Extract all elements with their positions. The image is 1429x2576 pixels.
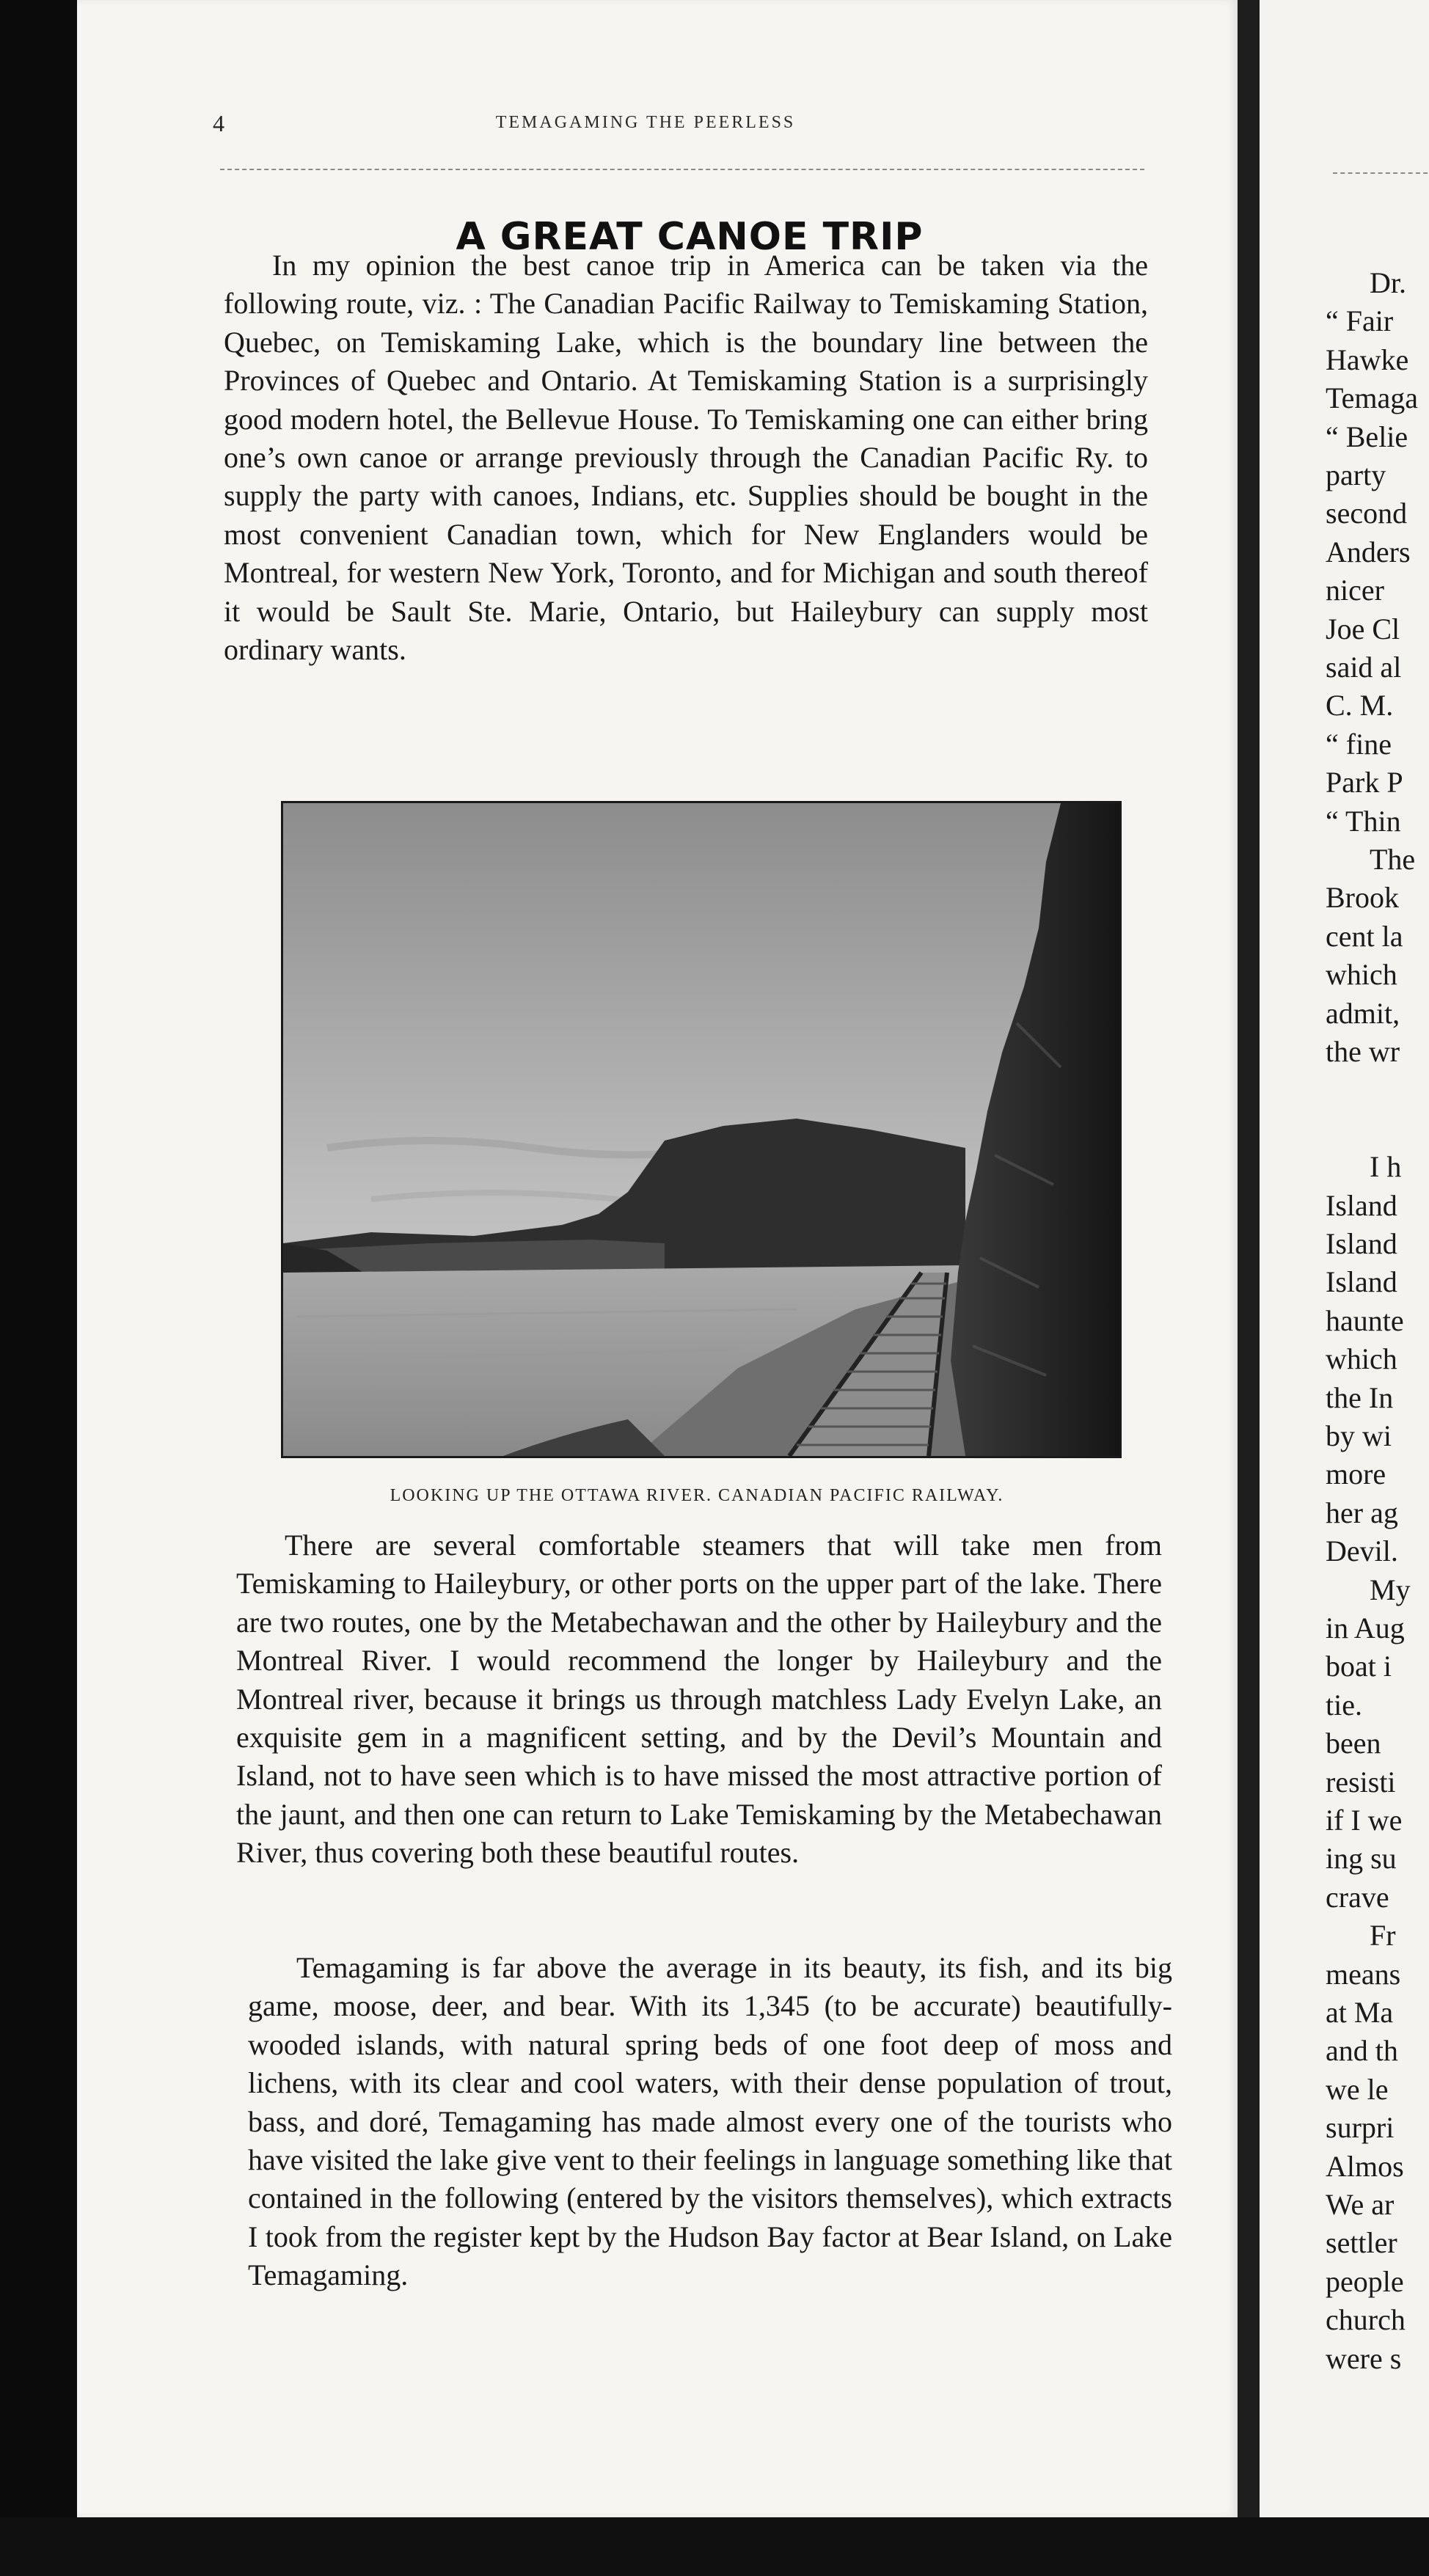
- right-page-line: Anders: [1326, 535, 1411, 568]
- right-page-line: “ Belie: [1326, 420, 1408, 453]
- right-page-line: her ag: [1326, 1496, 1398, 1529]
- article-title: A GREAT CANOE TRIP: [456, 214, 924, 259]
- paragraph-3: Temagaming is far above the average in its beauty, its fish, and its big game, moose, deer, and bear. With its 1,345 (to be accurate) beautifully-wooded islands, with natural spring beds of one foot deep of moss and lichens, with its clear and cool waters, with their dense population of trout, bass, and doré, Temagaming has made almost every one of the tourists who have visited the lake give vent to their feelings in language something like that contained in the following (entered by the visitors themselves), which extracts I took from the register kept by the Hudson Bay factor at Bear Island, on Lake Temagaming.: [248, 1951, 1172, 2292]
- right-page-line: means: [1326, 1957, 1401, 1991]
- right-page-line: settler: [1326, 2226, 1397, 2260]
- right-page-line: been: [1326, 1727, 1381, 1760]
- right-page-header-rule: [1333, 172, 1429, 174]
- right-page-line: Hawke: [1326, 343, 1409, 376]
- header-rule: [220, 169, 1144, 170]
- right-page-line: crave: [1326, 1880, 1389, 1914]
- right-page-line: Island: [1326, 1265, 1397, 1299]
- right-page-line: church: [1326, 2303, 1406, 2337]
- right-page-line: said al: [1326, 651, 1402, 684]
- right-page-line: haunte: [1326, 1303, 1404, 1337]
- right-page-line: tie.: [1326, 1688, 1362, 1721]
- right-page-line: were s: [1326, 2341, 1402, 2375]
- right-page-line: which: [1326, 958, 1397, 992]
- right-page-line: more: [1326, 1457, 1386, 1491]
- right-page-line: we le: [1326, 2072, 1389, 2106]
- paragraph-1: In my opinion the best canoe trip in America can be taken via the following route, viz. : The Canadian Pacific Railway to Temiskaming Station, Quebec, on Temiskaming Lake, which is the boundary line between the Provinces of Quebec and Ontario. At Temiskaming Station is a surprisingly good modern hotel, the Bellevue House. To Temiskaming one can either bring one’s own canoe or arrange previously through the Canadian Pacific Ry. to supply the party with canoes, Indians, etc. Supplies should be bought in the most convenient Canadian town, which for New Englanders would be Montreal, for western New York, Toronto, and for Michigan and south thereof it would be Sault Ste. Marie, Ontario, but Haileybury can supply most ordinary wants.: [224, 249, 1148, 667]
- right-page-line: “ Fair: [1326, 304, 1394, 338]
- right-page-line: party: [1326, 458, 1386, 491]
- right-page-line: Island: [1326, 1227, 1397, 1260]
- right-page-line: C. M.: [1326, 689, 1394, 722]
- right-page-line: in Aug: [1326, 1611, 1405, 1644]
- right-page-line: if I we: [1326, 1804, 1403, 1837]
- right-page-line: Almos: [1326, 2149, 1404, 2183]
- right-page-line: boat i: [1326, 1650, 1392, 1683]
- right-page-line: Devil.: [1326, 1534, 1398, 1568]
- right-page-line: ing su: [1326, 1842, 1397, 1876]
- right-page-line: My: [1370, 1573, 1411, 1606]
- right-page-line: which: [1326, 1342, 1397, 1376]
- right-page-line: Island: [1326, 1188, 1397, 1222]
- right-page-line: Brook: [1326, 881, 1399, 915]
- binding-shadow: [0, 0, 77, 2576]
- running-title: TEMAGAMING THE PEERLESS: [495, 113, 796, 132]
- right-page-line: people: [1326, 2264, 1404, 2298]
- right-page-line: We ar: [1326, 2188, 1395, 2221]
- right-page-line: resisti: [1326, 1765, 1396, 1799]
- right-page-line: “ Thin: [1326, 804, 1401, 838]
- right-page-line: Temaga: [1326, 381, 1419, 415]
- right-page-line: the wr: [1326, 1035, 1400, 1068]
- paragraph-2: There are several comfortable steamers that will take men from Temiskaming to Haileybury, or other ports on the upper part of the lake. There are two routes, one by the Metabechawan and the other by Haileybury and the Montreal River. I would recommend the longer by Haileybury and the Montreal river, because it brings us through matchless Lady Evelyn Lake, an exquisite gem in a magnificent setting, and by the Devil’s Mountain and Island, not to have seen which is to have missed the most attractive portion of the jaunt, and then one can return to Lake Temiskaming by the Metabechawan River, thus covering both these beautiful routes.: [236, 1529, 1162, 1870]
- right-page-line: by wi: [1326, 1419, 1392, 1452]
- right-page-line: Park P: [1326, 766, 1403, 799]
- running-head: [139, 110, 1152, 139]
- right-page-line: The: [1370, 843, 1416, 876]
- right-page-line: admit,: [1326, 996, 1400, 1030]
- right-page-line: cent la: [1326, 919, 1403, 953]
- right-page-line: surpri: [1326, 2111, 1395, 2145]
- right-page-fragment: [1260, 0, 1429, 2531]
- right-page-line: Dr.: [1370, 266, 1406, 299]
- right-page-line: nicer: [1326, 574, 1384, 607]
- page-number: 4: [213, 110, 224, 136]
- right-page-line: Fr: [1370, 1919, 1396, 1953]
- right-page-line: Joe Cl: [1326, 612, 1400, 645]
- right-page-line: “ fine: [1326, 727, 1392, 761]
- photo-caption: LOOKING UP THE OTTAWA RIVER. CANADIAN PACIFIC RAILWAY.: [390, 1486, 1004, 1505]
- right-page-line: I h: [1370, 1150, 1402, 1184]
- right-page-line: at Ma: [1326, 1996, 1394, 2029]
- bottom-shadow: [0, 2517, 1429, 2576]
- photo-ottawa-river: [281, 801, 1122, 1458]
- right-page-line: second: [1326, 497, 1408, 530]
- right-page-line: the In: [1326, 1380, 1394, 1414]
- page-gutter: [1238, 0, 1260, 2545]
- right-page-line: and th: [1326, 2034, 1398, 2068]
